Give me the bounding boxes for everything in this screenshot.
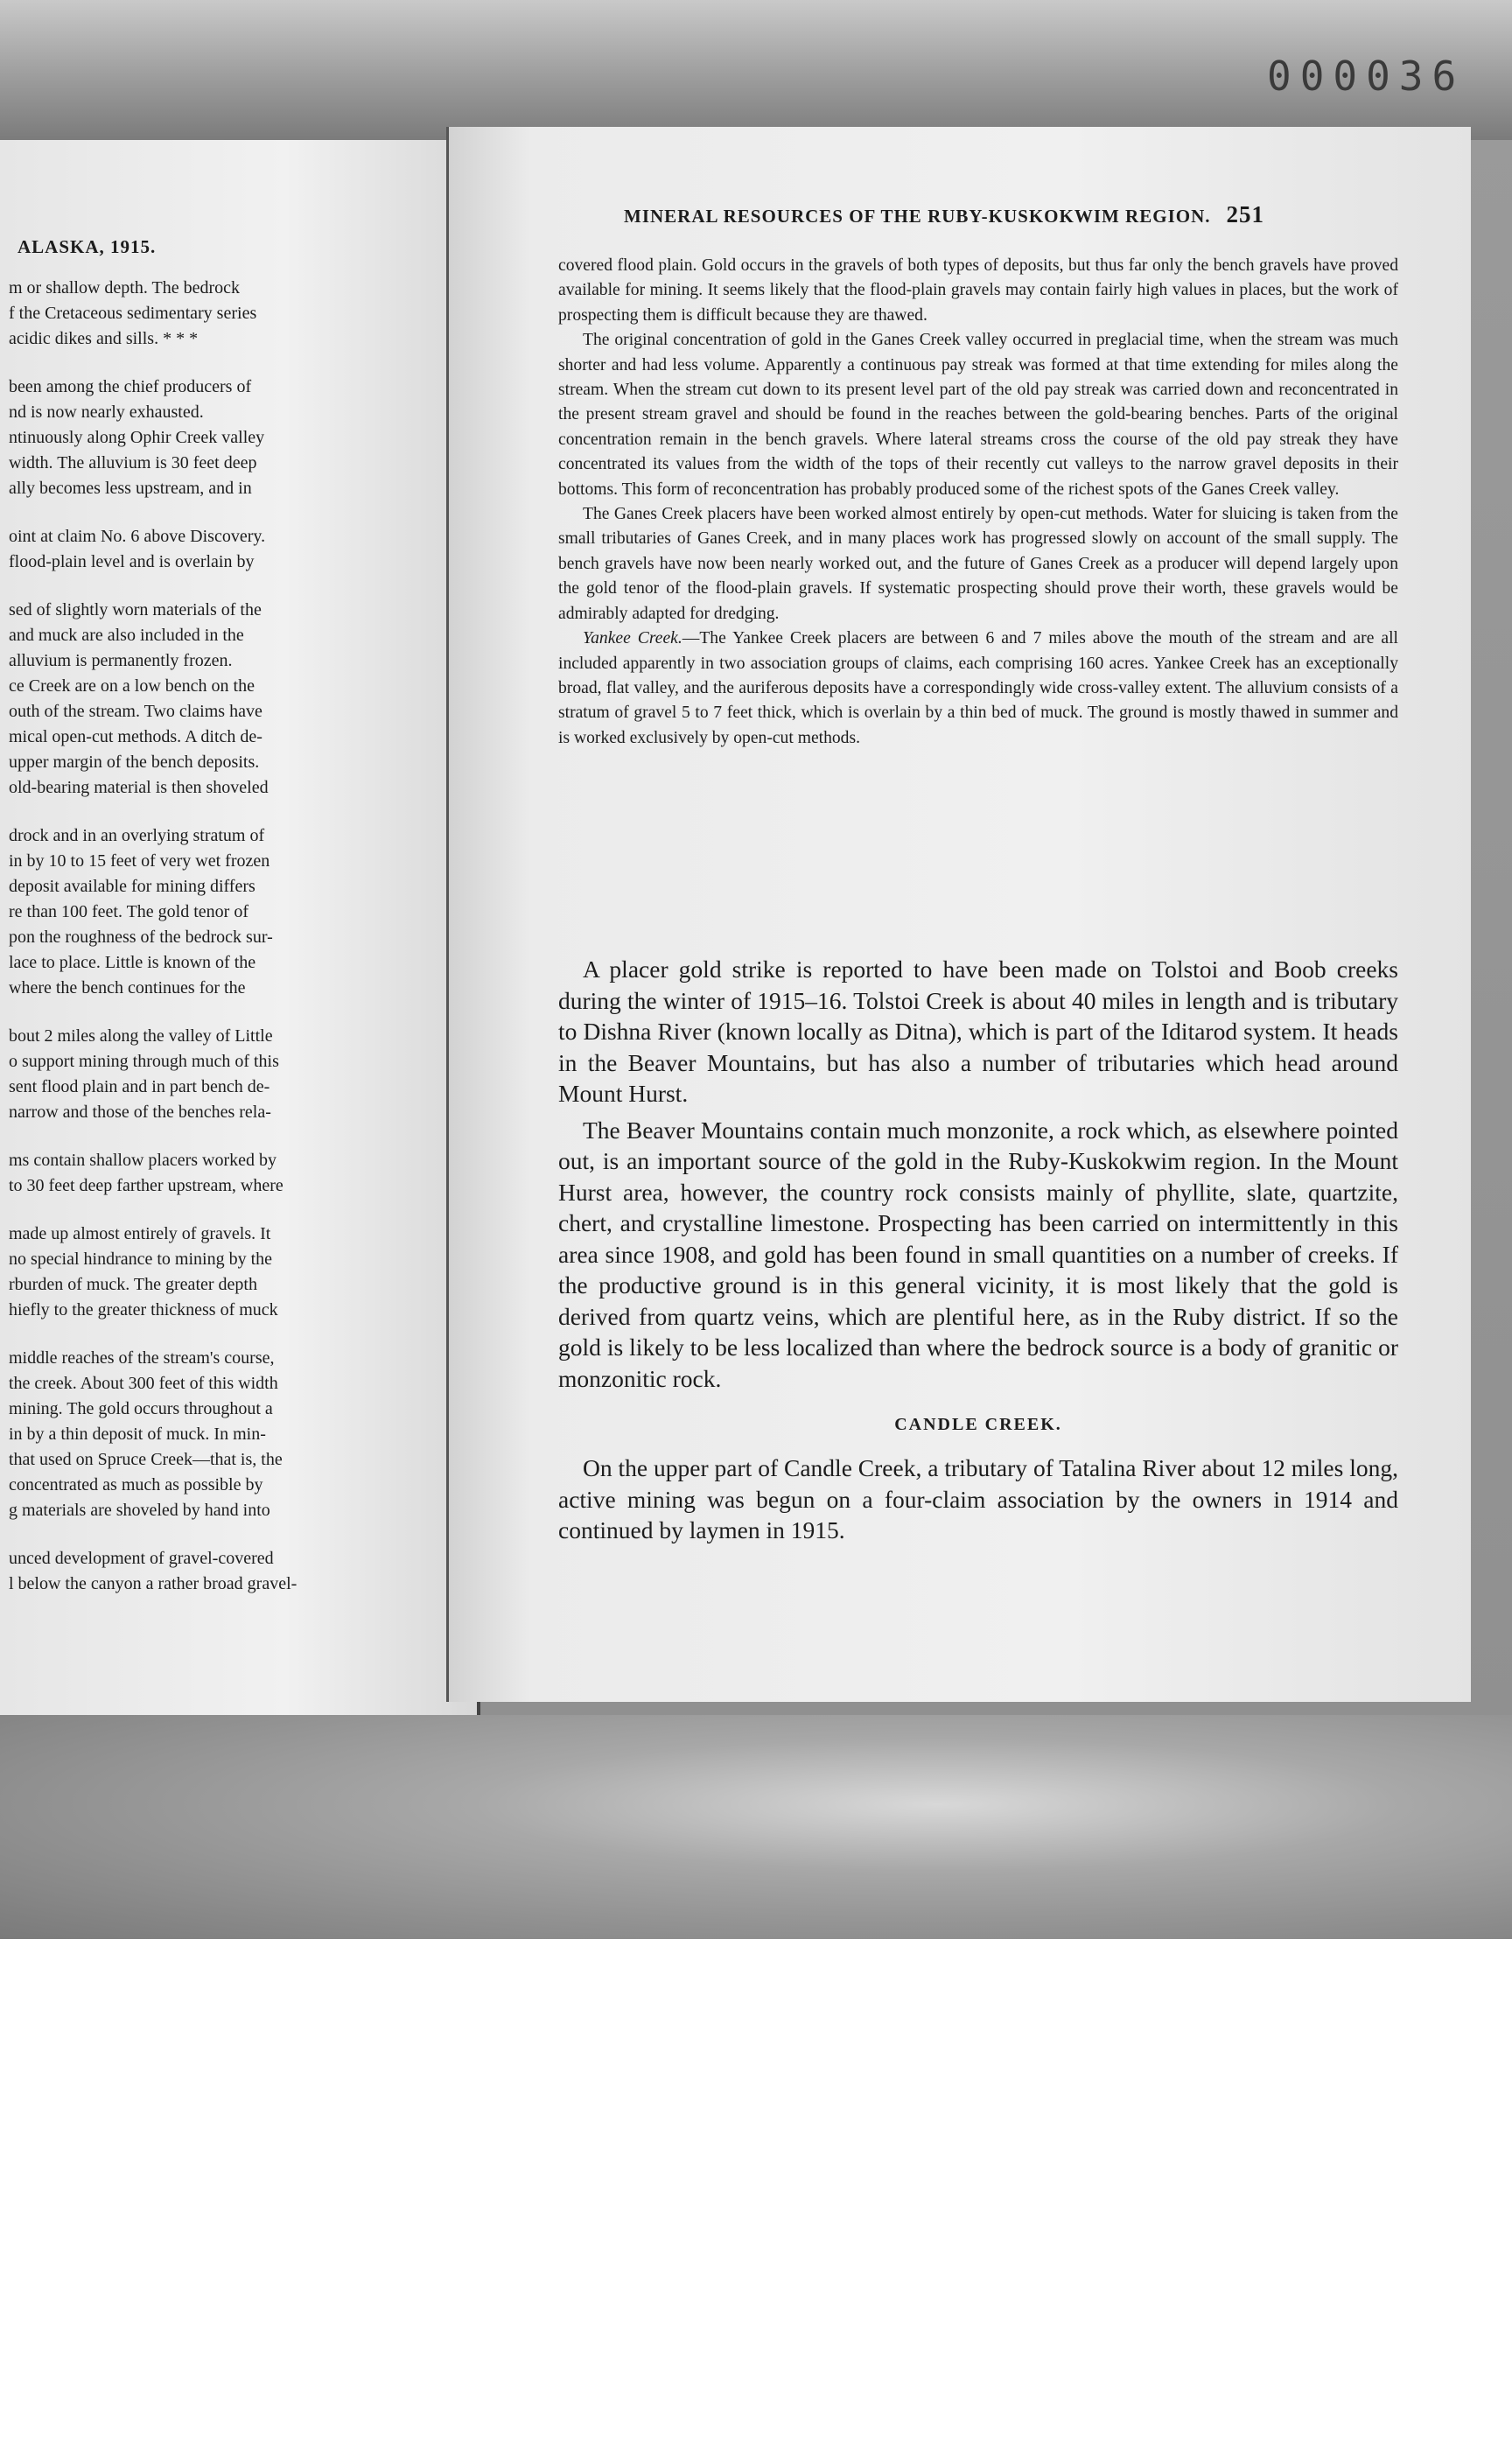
paragraph-tolstoi-strike: A placer gold strike is reported to have been made on Tolstoi and Boob creeks during the winter of 1915–16. Tolstoi Creek is about 40 miles in length and is tributary to Dishna River (known locally as Ditna), which is part of the Iditarod system. It heads in the Beaver Mountains, but has also a number of tributaries which head around Mount Hurst. [558,956,1398,1107]
left-page-line: g materials are shoveled by hand into [9,1501,270,1520]
small-type-section [558,254,1398,751]
left-page-line: deposit available for mining differs [9,877,256,896]
left-page-line: and muck are also included in the [9,626,244,645]
right-page [446,127,1471,1702]
left-page-line: that used on Spruce Creek—that is, the [9,1450,283,1469]
left-page-line: sed of slightly worn materials of the [9,600,262,620]
paragraph-yankee-creek [558,626,1398,751]
left-line-gap [9,1125,464,1148]
left-page-line: narrow and those of the benches rela- [9,1102,271,1122]
left-page-line: mining. The gold occurs throughout a [9,1399,273,1418]
left-page-text [9,276,464,1597]
left-page-line: hiefly to the greater thickness of muck [9,1300,278,1320]
left-page-line: been among the chief producers of [9,377,252,396]
yankee-creek-subheading: Yankee Creek. [583,629,682,648]
paragraph-beaver-mountains: The Beaver Mountains contain much monzonite, a rock which, as elsewhere pointed out, is an important source of the gold in the Ruby-Kuskokwim region. In the Mount Hurst area, however, the country rock consists mainly of phyllite, slate, quartzite, chert, and crystalline limestone. Prospecting has been carried on intermittently in this area since 1908, and gold has been found in small quantities on a number of creeks. If the productive ground is in this general vicinity, it is most likely that the gold is derived from quartz veins, which are plentiful here, as in the Ruby district. If so the gold is likely to be less localized than where the bedrock source is a body of granitic or monzonitic rock. [558,1116,1398,1392]
left-line-gap [9,501,464,524]
left-line-gap [9,1199,464,1222]
left-line-gap [9,1323,464,1346]
large-type-section [558,954,1398,1546]
left-page-line: ntinuously along Ophir Creek valley [9,428,265,447]
left-page-line: ally becomes less upstream, and in [9,479,252,498]
left-page-line: rburden of muck. The greater depth [9,1275,257,1294]
running-head-title: MINERAL RESOURCES OF THE RUBY-KUSKOKWIM REGION. [624,206,1211,227]
left-page-line: pon the roughness of the bedrock sur- [9,928,273,947]
left-line-gap [9,1001,464,1024]
left-page-line: lace to place. Little is known of the [9,953,256,972]
left-page-line: bout 2 miles along the valley of Little [9,1026,273,1046]
left-page-line: flood-plain level and is overlain by [9,552,255,571]
left-page-line: width. The alluvium is 30 feet deep [9,453,257,472]
paragraph-concentration: The original concentration of gold in the Ganes Creek valley occurred in preglacial time, when the stream was much shorter and had less volume. Apparently a continuous pay streak was formed at that time extending for miles along the stream. When the stream cut down to its present level part of the old pay streak was carried down and reconcentrated in the present stream gravel and should be found in the reaches between the gold-bearing benches. Parts of the original concentration remain in the bench gravels. Where lateral streams cross the course of the old pay streak they have concentrated its values from the width of the tops of their recently cut valleys to the narrow gravel deposits in their bottoms. This form of reconcentration has probably produced some of the richest spots of the Ganes Creek valley. [558,331,1398,499]
left-page-line: l below the canyon a rather broad gravel- [9,1574,298,1593]
left-page-line: sent flood plain and in part bench de- [9,1077,270,1096]
yankee-creek-text: —The Yankee Creek placers are between 6 and 7 miles above the mouth of the stream and are all included apparently in two association groups of claims, each comprising 160 acres. Yankee Creek has an exceptionally broad, flat valley, and the auriferous deposits have a correspondingly wide cross-valley extent. The alluvium consists of a stratum of gravel 5 to 7 feet thick, which is overlain by a thin bed of muck. The ground is mostly thawed in summer and is worked exclusively by open-cut methods. [558,629,1398,747]
left-page-line: o support mining through much of this [9,1052,279,1071]
left-page-line: no special hindrance to mining by the [9,1250,273,1269]
left-page-line: the creek. About 300 feet of this width [9,1374,278,1393]
left-page-line: upper margin of the bench deposits. [9,752,260,772]
paragraph-candle-creek: On the upper part of Candle Creek, a tributary of Tatalina River about 12 miles long, active mining was begun on a four-claim association by the owners in 1914 and continued by laymen in 1915. [558,1454,1398,1544]
left-page-line: in by a thin deposit of muck. In min- [9,1424,266,1444]
left-page-line: acidic dikes and sills. * * * [9,329,199,348]
left-page-line: ce Creek are on a low bench on the [9,676,255,696]
left-page-line: outh of the stream. Two claims have [9,702,262,721]
document-stamp-number: 000036 [1267,52,1466,100]
left-page-header: ALASKA, 1915. [18,236,157,257]
left-page-line: m or shallow depth. The bedrock [9,278,241,298]
page-number: 251 [1226,201,1264,228]
running-head [624,201,1411,228]
left-page-line: unced development of gravel-covered [9,1549,274,1568]
left-page-line: concentrated as much as possible by [9,1475,263,1494]
paragraph-ganes-placers: The Ganes Creek placers have been worked almost entirely by open-cut methods. Water for sluicing is taken from the small tributaries of Ganes Creek, and in many places work has progressed slowly on account of the small supply. The bench gravels have now been nearly worked out, and the future of Ganes Creek as a producer will depend largely upon the gold tenor of the flood-plain gravels. If systematic prospecting should prove their worth, these gravels would be admirably adapted for dredging. [558,505,1398,623]
section-heading-candle-creek: CANDLE CREEK. [894,1415,1062,1434]
scan-bottom-margin [0,1715,1512,1939]
left-page-line: re than 100 feet. The gold tenor of [9,902,248,921]
left-page-line: f the Cretaceous sedimentary series [9,304,257,323]
left-line-gap [9,1523,464,1546]
left-page-line: middle reaches of the stream's course, [9,1348,275,1368]
left-page [0,140,480,1732]
left-line-gap [9,352,464,374]
left-page-line: where the bench continues for the [9,978,246,998]
left-page-line: made up almost entirely of gravels. It [9,1224,271,1243]
left-line-gap [9,575,464,598]
left-page-line: mical open-cut methods. A ditch de- [9,727,262,746]
left-page-line: nd is now nearly exhausted. [9,402,204,422]
paragraph-flood-plain: covered flood plain. Gold occurs in the gravels of both types of deposits, but thus far only the bench gravels have proved available for mining. It seems likely that the flood-plain gravels may contain fairly high values in places, but the work of prospecting them is difficult because they are thawed. [558,256,1398,325]
left-page-line: alluvium is permanently frozen. [9,651,233,670]
left-page-line: to 30 feet deep farther upstream, where [9,1176,284,1195]
left-page-line: old-bearing material is then shoveled [9,778,269,797]
left-page-line: drock and in an overlying stratum of [9,826,265,845]
left-line-gap [9,801,464,823]
left-page-line: in by 10 to 15 feet of very wet frozen [9,851,270,871]
left-page-line: ms contain shallow placers worked by [9,1151,277,1170]
left-page-line: oint at claim No. 6 above Discovery. [9,527,266,546]
